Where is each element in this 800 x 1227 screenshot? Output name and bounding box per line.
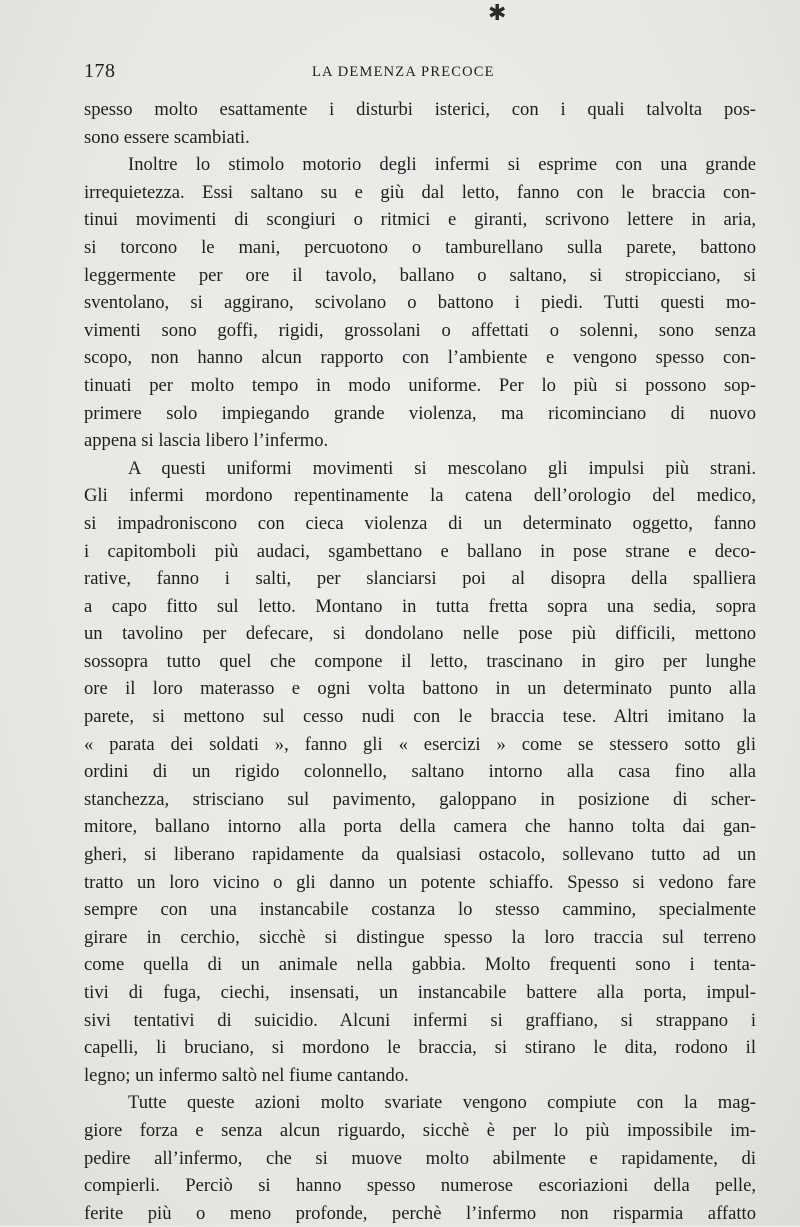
text-line: sossopra tutto quel che compone il letto, trascinano in giro per lunghe (84, 650, 756, 672)
text-line: si impadroniscono con cieca violenza di un determinato oggetto, fanno (84, 512, 756, 534)
text-line: Gli infermi mordono repentinamente la catena dell’orologio del medico, (84, 485, 756, 507)
text-line: tivi di fuga, ciechi, insensati, un instancabile battere alla porta, impul- (84, 982, 756, 1003)
text-line: mitore, ballano intorno alla porta della camera che hanno tolta dai gan- (84, 816, 756, 838)
text-line: pedire all’infermo, che si muove molto abilmente e rapidamente, di (84, 1147, 756, 1169)
text-line: « parata dei soldati », fanno gli « esercizi » come se stessero sotto gli (84, 733, 756, 755)
text-line: si torcono le mani, percuotono o tamburellano sulla parete, battono (84, 236, 756, 258)
text-line: giore forza e senza alcun riguardo, sicchè è per lo più impossibile im- (84, 1119, 756, 1141)
text-line: vimenti sono goffi, rigidi, grossolani o affettati o solenni, sono senza (84, 319, 756, 341)
text-line: sempre con una instancabile costanza lo stesso cammino, specialmente (84, 899, 756, 921)
text-line: rative, fanno i salti, per slanciarsi poi al disopra della spalliera (84, 568, 756, 590)
text-line: gheri, si liberano rapidamente da qualsiasi ostacolo, sollevano tutto ad un (84, 844, 756, 866)
text-line: spesso molto esattamente i disturbi isterici, con i quali talvolta pos- (84, 99, 756, 120)
text-line: ore il loro materasso e ogni volta battono in un determinato punto alla (84, 678, 756, 700)
text-line: legno; un infermo saltò nel fiume cantando. (84, 1064, 409, 1086)
text-line: Tutte queste azioni molto svariate vengono compiute con la mag- (128, 1092, 756, 1114)
body-text (84, 96, 756, 1227)
text-line: capelli, li bruciano, si mordono le braccia, si stirano le dita, rodono il (84, 1037, 756, 1059)
text-line: sventolano, si aggirano, scivolano o battono i piedi. Tutti questi mo- (84, 292, 756, 314)
text-line: leggermente per ore il tavolo, ballano o saltano, si stropicciano, si (84, 264, 756, 286)
text-line: ferite più o meno profonde, perchè l’infermo non risparmia affatto (84, 1202, 756, 1224)
text-line: A questi uniformi movimenti si mescolano gli impulsi più strani. (128, 457, 756, 479)
text-line: irrequietezza. Essi saltano su e giù dal letto, fanno con le braccia con- (84, 181, 756, 203)
text-line: compierli. Perciò si hanno spesso numerose escoriazioni della pelle, (84, 1175, 756, 1197)
text-line: stanchezza, strisciano sul pavimento, galoppano in posizione di scher- (84, 788, 756, 810)
text-line: Inoltre lo stimolo motorio degli infermi si esprime con una grande (128, 154, 756, 176)
text-line: come quella di un animale nella gabbia. Molto frequenti sono i tenta- (84, 954, 756, 976)
text-line: tinuati per molto tempo in modo uniforme. Per lo più si possono sop- (84, 374, 756, 396)
text-line: scopo, non hanno alcun rapporto con l’ambiente e vengono spesso con- (84, 347, 756, 369)
ink-speck-icon: ✱ (488, 0, 507, 25)
text-line: parete, si mettono sul cesso nudi con le braccia tese. Altri imitano la (84, 706, 756, 728)
text-line: primere solo impiegando grande violenza, ma ricominciano di nuovo (84, 402, 756, 424)
text-line: i capitomboli più audaci, sgambettano e ballano in pose strane e deco- (84, 540, 756, 562)
text-line: ordini di un rigido colonnello, saltano intorno alla casa fino alla (84, 761, 756, 783)
page-header (84, 60, 756, 86)
text-line: sivi tentativi di suicidio. Alcuni infermi si graffiano, si strappano i (84, 1009, 756, 1031)
text-line: a capo fitto sul letto. Montano in tutta fretta sopra una sedia, sopra (84, 595, 756, 617)
page-number: 178 (84, 60, 116, 82)
text-line: un tavolino per defecare, si dondolano nelle pose più difficili, mettono (84, 623, 756, 645)
running-title: LA DEMENZA PRECOCE (312, 64, 495, 80)
text-line: tinui movimenti di scongiuri o ritmici e giranti, scrivono lettere in aria, (84, 209, 756, 231)
text-line: girare in cerchio, sicchè si distingue spesso la loro traccia sul terreno (84, 926, 756, 948)
text-line: tratto un loro vicino o gli danno un potente schiaffo. Spesso si vedono fare (84, 871, 756, 893)
text-line: appena si lascia libero l’infermo. (84, 430, 329, 452)
text-line: sono essere scambiati. (84, 126, 250, 148)
